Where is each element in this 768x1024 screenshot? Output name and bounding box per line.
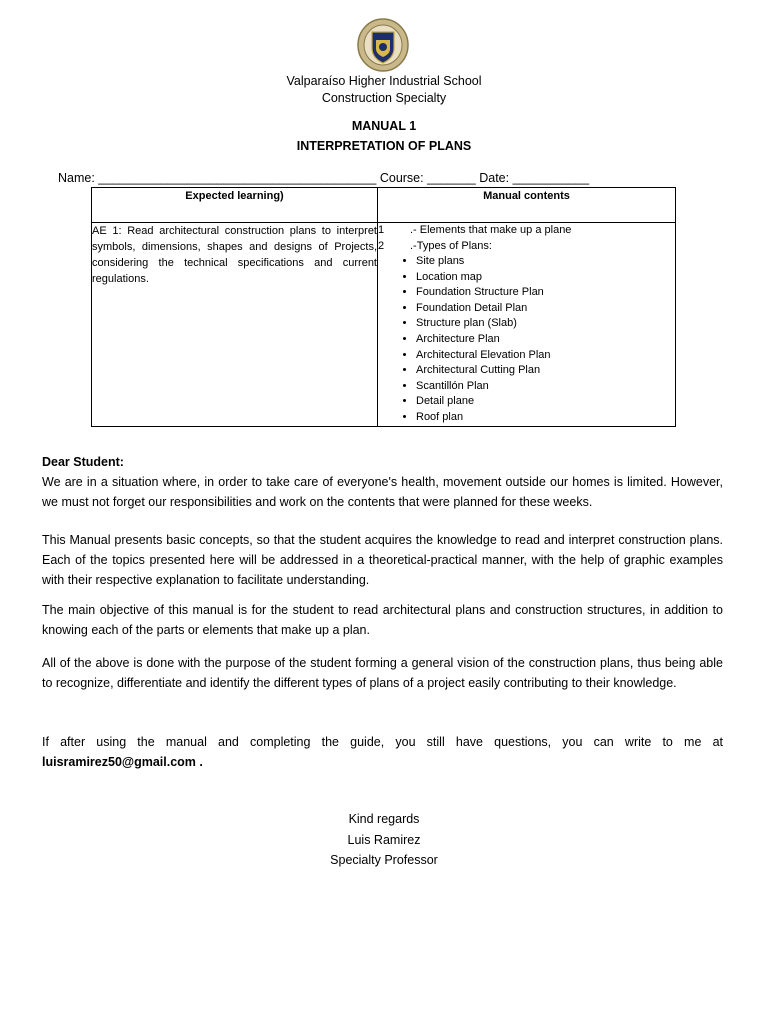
list-item: • Architectural Cutting Plan — [416, 363, 675, 379]
content-number: 1 — [378, 224, 385, 236]
closing: Kind regards — [348, 812, 420, 826]
manual-subject: INTERPRETATION OF PLANS — [296, 139, 472, 153]
paragraph-3: The main objective of this manual is for the student to read architectural plans and construction structures, in addition to knowing each of the parts or elements that make up a plan. — [42, 603, 723, 637]
table-header-row — [92, 188, 676, 223]
list-item: • Site plans — [416, 254, 675, 270]
expected-learning-header: Expected learning) — [92, 188, 378, 223]
signer-name: Luis Ramirez — [347, 832, 421, 847]
list-item: • Detail plane — [416, 394, 675, 410]
content-number: 2 — [378, 239, 385, 252]
expected-learning-cell: AE 1: Read architectural construction plans to interpret symbols, dimensions, shapes and designs of Projects, considering the technical specifications and current regulations. — [92, 223, 378, 427]
table-row — [92, 223, 676, 427]
content-item — [378, 239, 675, 255]
list-item: • Foundation Structure Plan — [416, 285, 675, 301]
email-address: luisramirez50@gmail.com . — [42, 755, 203, 769]
list-item: • Architecture Plan — [416, 332, 675, 348]
list-item: • Structure plan (Slab) — [416, 316, 675, 332]
plan-types-list — [378, 254, 675, 426]
specialty-name: Construction Specialty — [321, 91, 447, 105]
student-info-line: Name: ________________________________________ Course: _______ Date: ___________ — [58, 171, 590, 185]
content-item — [378, 223, 675, 239]
content-text: .-Types of Plans: — [410, 239, 492, 252]
manual-contents-cell — [378, 223, 676, 427]
paragraph-2: This Manual presents basic concepts, so that the student acquires the knowledge to read and interpret construction plans. Each of the topics presented here will be addressed in a theoretical-practical manner, with the help of graphic examples with their respective explanation to facilitate understanding. — [42, 533, 723, 587]
list-item: • Roof plan — [416, 410, 675, 426]
contact-text: If after using the manual and completing the guide, you still have questions, you can write to me at — [42, 735, 723, 749]
greeting: Dear Student: — [42, 455, 124, 469]
paragraph-4: All of the above is done with the purpose of the student forming a general vision of the construction plans, thus being able to recognize, differentiate and identify the different types of plans of a project easily contributing to their knowledge. — [42, 656, 723, 690]
signature-block — [0, 809, 768, 871]
paragraph-5 — [42, 732, 723, 772]
manual-contents-header: Manual contents — [378, 188, 676, 223]
letter-greeting-block — [42, 452, 723, 512]
learning-contents-table — [91, 187, 676, 427]
school-name: Valparaíso Higher Industrial School — [286, 74, 482, 88]
manual-heading — [0, 116, 768, 156]
school-heading — [0, 73, 768, 107]
list-item: • Architectural Elevation Plan — [416, 348, 675, 364]
manual-number: MANUAL 1 — [351, 119, 417, 133]
list-item: • Scantillón Plan — [416, 379, 675, 395]
paragraph-1: We are in a situation where, in order to take care of everyone's health, movement outside our homes is limited. However, we must not forget our responsibilities and work on the contents that were planned for these weeks. — [42, 475, 723, 509]
signer-role: Specialty Professor — [330, 853, 438, 867]
list-item: • Foundation Detail Plan — [416, 301, 675, 317]
content-text: .- Elements that make up a plane — [410, 224, 572, 236]
list-item: • Location map — [416, 270, 675, 286]
school-crest-logo — [357, 18, 409, 72]
